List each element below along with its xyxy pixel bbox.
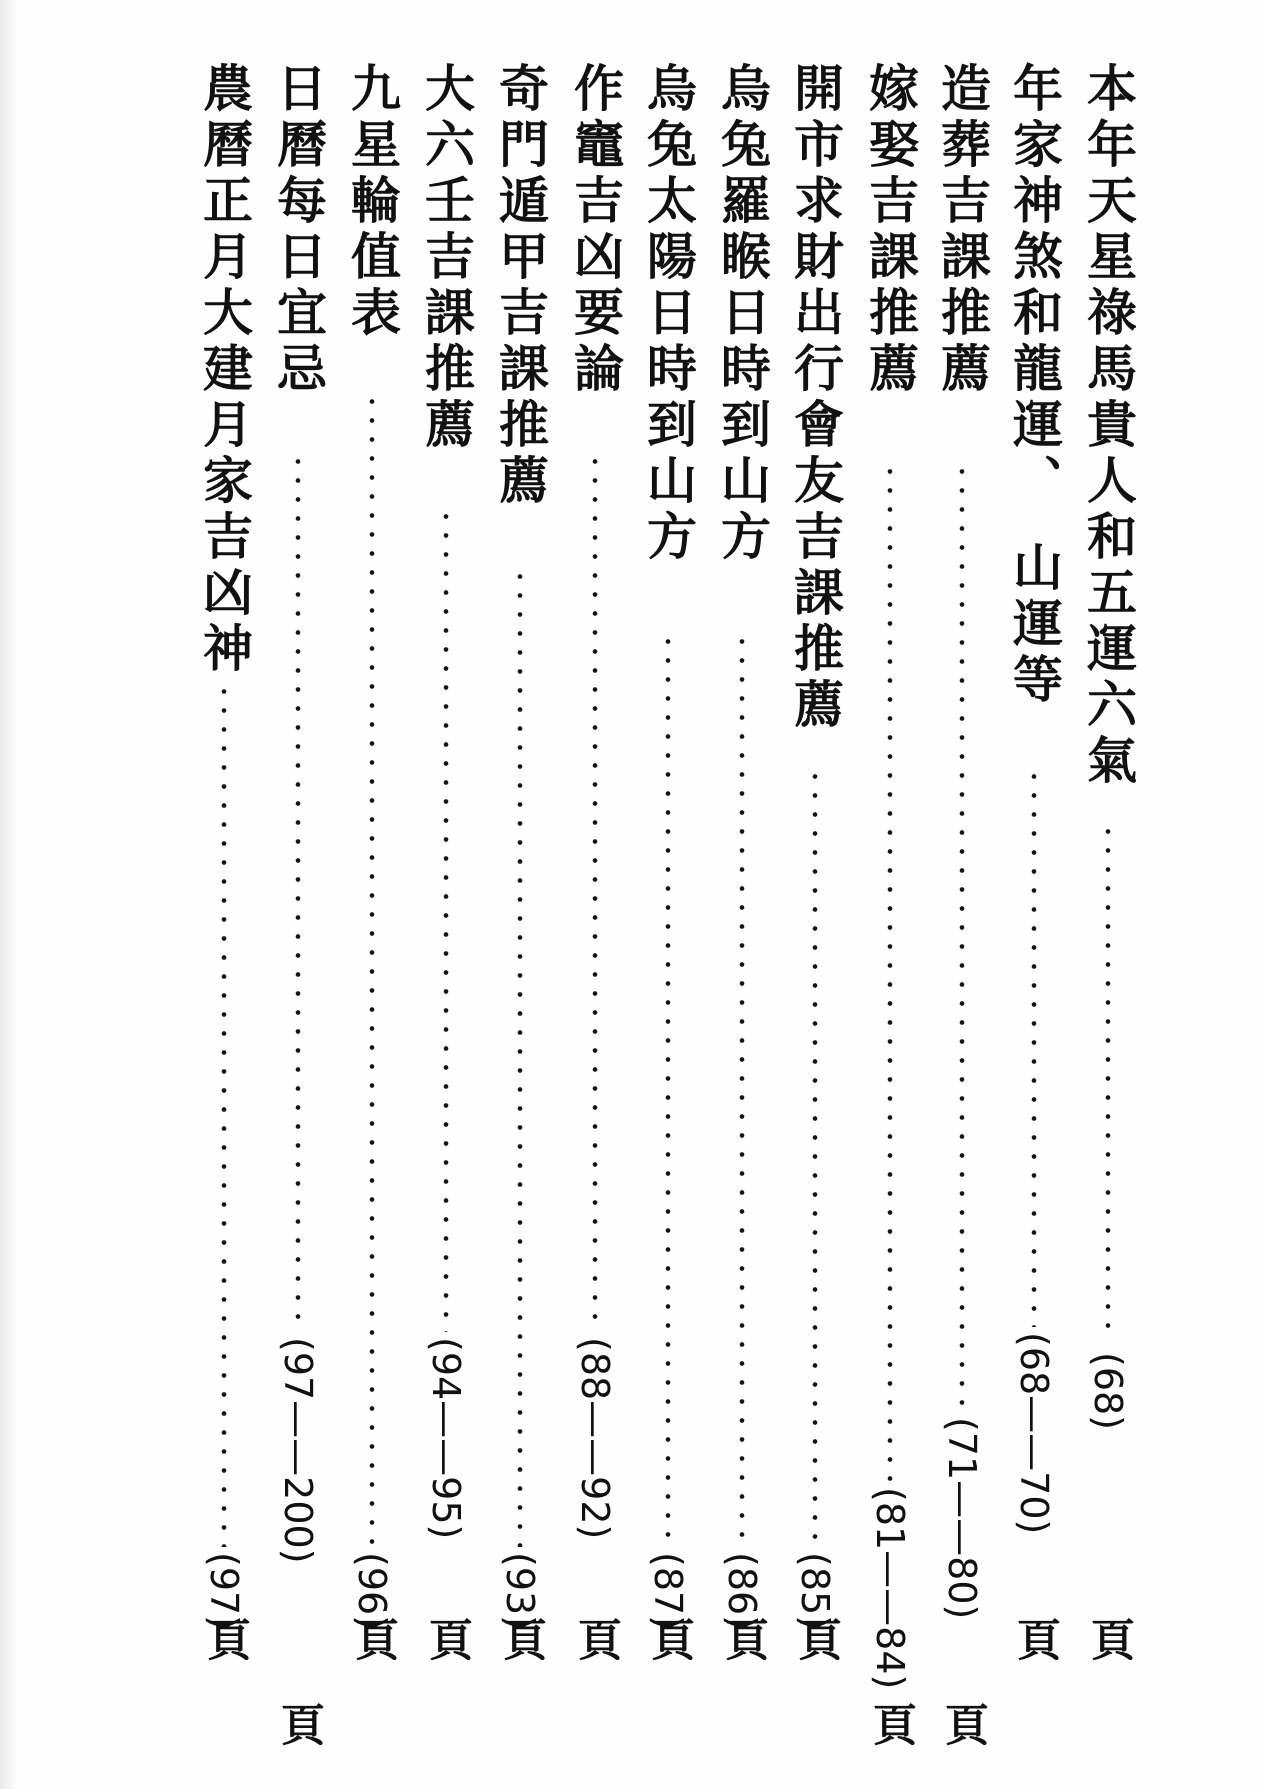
- page-label: 頁: [790, 1617, 841, 1661]
- leader-dots: [591, 452, 599, 1332]
- toc-entry: [565, 62, 625, 1752]
- entry-title: 九星輪值表: [343, 62, 402, 342]
- page-label: 頁: [273, 1702, 324, 1746]
- entry-title: 開市求財出行會友吉課推薦: [786, 62, 845, 734]
- leader-dots: [886, 462, 894, 1482]
- entry-page-range: (96): [350, 1552, 394, 1631]
- leader-dots: [1030, 767, 1038, 1327]
- leader-dots: [516, 567, 524, 1547]
- entry-title: 農曆正月大建月家吉凶神: [195, 62, 254, 678]
- toc-entry: [490, 62, 550, 1752]
- page-label: 頁: [937, 1702, 988, 1746]
- entry-page-range: (97): [202, 1552, 246, 1631]
- entry-page-range: (87): [646, 1552, 690, 1631]
- entry-page-range: (68): [1086, 1352, 1130, 1431]
- page-label: 頁: [643, 1617, 694, 1661]
- toc-entry: [342, 62, 402, 1752]
- entry-page-range: (88——92): [573, 1337, 617, 1540]
- entry-page-range: (93): [498, 1552, 542, 1631]
- leader-dots: [442, 507, 450, 1332]
- toc-entry: [1004, 62, 1064, 1752]
- page-label: 頁: [347, 1617, 398, 1661]
- entry-title: 作竈吉凶要論: [566, 62, 625, 398]
- entry-title: 造葬吉課推薦: [933, 62, 992, 398]
- page-label: 頁: [199, 1617, 250, 1661]
- leader-dots: [811, 767, 819, 1547]
- entry-page-range: (71——80): [940, 1417, 984, 1620]
- toc-entry: [932, 62, 992, 1752]
- leader-dots: [220, 682, 228, 1547]
- entry-page-range: (68——70): [1012, 1332, 1056, 1535]
- toc-entry: [194, 62, 254, 1752]
- leader-dots: [294, 452, 302, 1332]
- page-label: 頁: [1009, 1617, 1060, 1661]
- entry-title: 本年天星祿馬貴人和五運六氣: [1079, 62, 1138, 790]
- toc-entry: [416, 62, 476, 1752]
- page-edge-shadow: [0, 0, 18, 1789]
- entry-title: 烏兔羅睺日時到山方: [713, 62, 772, 566]
- entry-page-range: (85): [793, 1552, 837, 1631]
- entry-title: 大六壬吉課推薦: [417, 62, 476, 454]
- toc-entry: [1078, 62, 1138, 1752]
- entry-page-range: (97——200): [276, 1337, 320, 1564]
- entry-title: 日曆每日宜忌: [269, 62, 328, 398]
- leader-dots: [664, 632, 672, 1547]
- toc-entry: [712, 62, 772, 1752]
- toc-entry: [268, 62, 328, 1752]
- page-label: 頁: [717, 1617, 768, 1661]
- entry-title: 奇門遁甲吉課推薦: [491, 62, 550, 510]
- leader-dots: [368, 392, 376, 1547]
- entry-title: 嫁娶吉課推薦: [861, 62, 920, 398]
- entry-title: 年家神煞和龍運、 山運等: [1005, 62, 1064, 709]
- leader-dots: [958, 462, 966, 1412]
- entry-page-range: (94——95): [424, 1337, 468, 1540]
- page-label: 頁: [421, 1617, 472, 1661]
- page-label: 頁: [570, 1617, 621, 1661]
- entry-page-range: (81——84): [868, 1487, 912, 1690]
- leader-dots: [1104, 822, 1112, 1342]
- leader-dots: [738, 632, 746, 1547]
- entry-page-range: (86): [720, 1552, 764, 1631]
- page-label: 頁: [865, 1702, 916, 1746]
- toc-entry: [860, 62, 920, 1752]
- entry-title: 烏兔太陽日時到山方: [639, 62, 698, 566]
- page-label: 頁: [1083, 1617, 1134, 1661]
- toc-entry: [785, 62, 845, 1752]
- page-label: 頁: [495, 1617, 546, 1661]
- toc-entry: [638, 62, 698, 1752]
